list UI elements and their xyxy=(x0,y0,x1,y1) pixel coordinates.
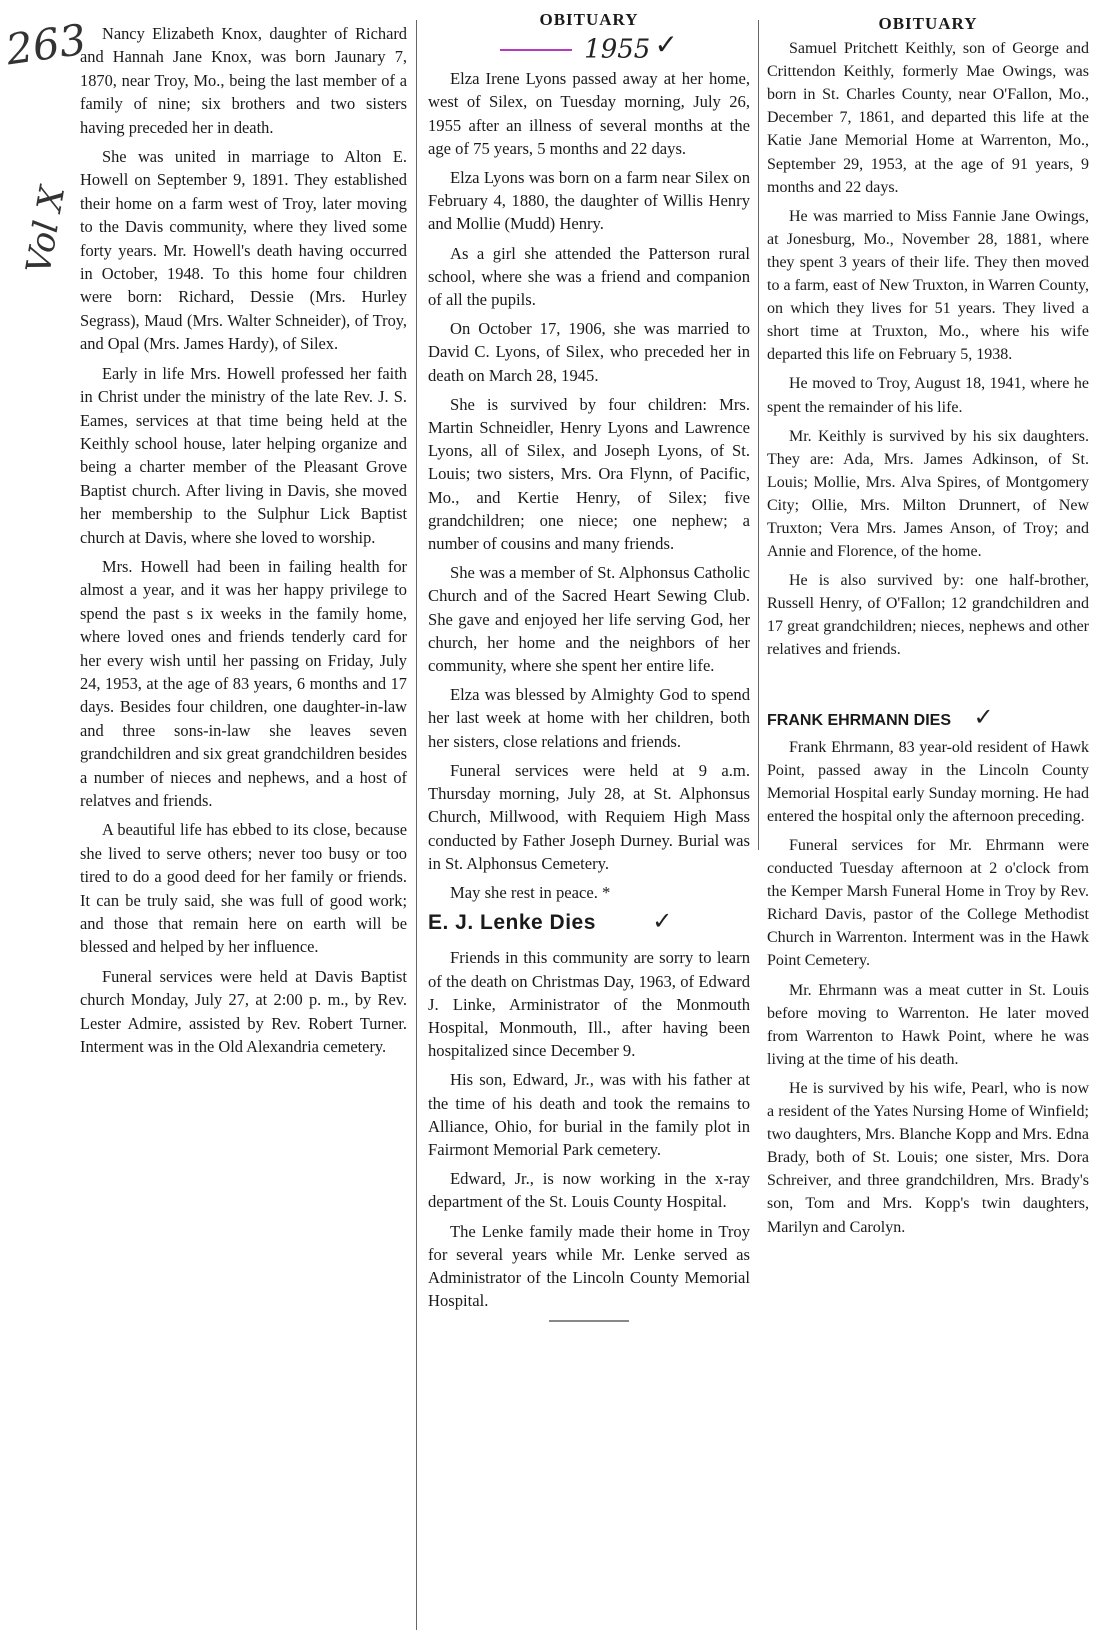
keithly-paragraph: He is also survived by: one half-brother, Russell Henry, of O'Fallon; 12 grandchildren and 17 great grandchildren; nieces, nephews and other relatives and friends. xyxy=(767,572,1089,659)
keithly-obituary-column xyxy=(767,12,1089,1245)
handwritten-year: 1955 xyxy=(584,34,651,65)
obituary-heading: OBITUARY xyxy=(539,10,639,29)
lyons-paragraph: Funeral services were held at 9 a.m. Thursday morning, July 28, at St. Alphonsus Church, Millwood, with Requiem High Mass conducted by Father Joseph Durney. Burial was in St. Alphonsus Cemetery. xyxy=(428,760,750,873)
underline-rule xyxy=(500,49,572,51)
handwritten-volume-mark: Vol X xyxy=(18,183,74,277)
lenke-heading-text: E. J. Lenke Dies xyxy=(428,911,596,935)
end-rule xyxy=(549,1320,629,1322)
keithly-paragraph: Mr. Keithly is survived by his six daughters. They are: Ada, Mrs. James Adkinson, of St. Louis; Mollie, Mrs. Alva Spires, of Montgomery City; Ollie, Mrs. Milton Drunnert, of New Truxton; Vera Mrs. James Anson, of Troy; and Annie and Florence, of the home. xyxy=(767,427,1089,561)
howell-paragraph: Early in life Mrs. Howell professed her faith in Christ under the ministry of the late Rev. J. S. Eames, services at that time being held at the Keithly school house, later helping organize and being a charter member of the Pleasant Grove Baptist church. After living in Davis, she moved her membership to the Sulphur Lick Baptist church at Davis, where she loved to worship. xyxy=(80,363,407,547)
howell-obituary-column xyxy=(80,22,407,1064)
checkmark-icon: ✓ xyxy=(654,28,678,62)
howell-paragraph: Funeral services were held at Davis Baptist church Monday, July 27, at 2:00 p. m., by Rev. Lester Admire, assisted by Rev. Robert Turner. Interment was in the Old Alexandria cemetery. xyxy=(80,966,407,1057)
lyons-obituary-column xyxy=(428,8,750,1322)
lyons-paragraph: Elza Irene Lyons passed away at her home, west of Silex, on Tuesday morning, July 26, 1955 after an illness of several months at the age of 75 years, 5 months and 22 days. xyxy=(428,69,750,158)
checkmark-icon: ✓ xyxy=(652,907,673,936)
handwritten-page-number: 263 xyxy=(2,14,90,75)
lyons-paragraph: May she rest in peace. * xyxy=(450,882,611,902)
howell-paragraph: Nancy Elizabeth Knox, daughter of Richard and Hannah Jane Knox, was born Jaunary 7, 1870, near Troy, Mo., being the last member of a family of nine; six brothers and two sisters having preceded her in death. xyxy=(80,24,407,137)
keithly-paragraph: Samuel Pritchett Keithly, son of George and Crittendon Keithly, formerly Mae Owings, was born in St. Charles County, near O'Fallon, Mo., December 7, 1861, and departed this life at the Katie Jane Memorial Home at Warrenton, Mo., September 29, 1953, at the age of 91 years, 9 months and 22 days. xyxy=(767,40,1089,196)
ehrmann-paragraph: Mr. Ehrmann was a meat cutter in St. Louis before moving to Warrenton. He later moved from Warrenton to Hawk Point, where he was living at the time of his death. xyxy=(767,981,1089,1068)
year-annotation xyxy=(428,28,750,67)
column-rule-left xyxy=(416,20,417,1630)
keithly-paragraph: He was married to Miss Fannie Jane Owings, at Jonesburg, Mo., November 28, 1881, where they spent 3 years of their life. They then moved to a farm, east of New Truxton, in Warren County, on which they lives for 51 years. They lived a short time at Truxton, Mo., where his wife departed this life on February 5, 1938. xyxy=(767,207,1089,364)
ehrmann-paragraph: Frank Ehrmann, 83 year-old resident of Hawk Point, passed away in the Lincoln County Memorial Hospital early Sunday morning. He had entered the hospital only the afternoon preceding. xyxy=(767,738,1089,825)
obituary-heading: OBITUARY xyxy=(878,14,978,33)
spacer xyxy=(767,668,1089,696)
keithly-paragraph: He moved to Troy, August 18, 1941, where he spent the remainder of his life. xyxy=(767,375,1089,416)
lyons-paragraph: Elza was blessed by Almighty God to spend her last week at home with her children, both her sisters, close relations and friends. xyxy=(428,685,750,751)
lenke-paragraph: The Lenke family made their home in Troy for several years while Mr. Lenke served as Administrator of the Lincoln County Memorial Hospital. xyxy=(428,1221,750,1311)
howell-paragraph: She was united in marriage to Alton E. Howell on September 9, 1891. They established their home on a farm west of Troy, later moving to the Davis community, where they lived some forty years. Mr. Howell's death having occurred in October, 1948. To this home four children were born: Richard, Dessie (Mrs. Hurley Segrass), Maud (Mrs. Walter Schneider), of Troy, and Opal (Mrs. James Hardy), of Silex. xyxy=(80,147,407,354)
ehrmann-paragraph: He is survived by his wife, Pearl, who is now a resident of the Yates Nursing Home of Winfield; two daughters, Mrs. Blanche Kopp and Mrs. Edna Brady, both of St. Louis; one sister, Mrs. Dora Schreiver, and three grandchildren, Mrs. Brady's son, Tom and Mrs. Kopp's twin daughters, Marilyn and Carolyn. xyxy=(767,1079,1089,1236)
lyons-paragraph: She was a member of St. Alphonsus Catholic Church and of the Sacred Heart Sewing Club. She gave and enjoyed her life serving God, her church, her home and the neighbors of her community, where she spent her entire life. xyxy=(428,563,750,676)
checkmark-icon: ✓ xyxy=(973,702,994,731)
lenke-heading xyxy=(428,907,750,936)
ehrmann-heading xyxy=(767,702,1089,732)
lenke-paragraph: Friends in this community are sorry to learn of the death on Christmas Day, 1963, of Edward J. Linke, Arministrator of the Monmouth Hospital, Monmouth, Ill., after having been hospitalized since December 9. xyxy=(428,948,750,1061)
column-rule-right xyxy=(758,20,759,850)
lyons-paragraph: On October 17, 1906, she was married to David C. Lyons, of Silex, who preceded her in death on March 28, 1945. xyxy=(428,319,750,385)
lyons-paragraph: Elza Lyons was born on a farm near Silex on February 4, 1880, the daughter of Willis Henry and Mollie (Mudd) Henry. xyxy=(428,168,750,234)
ehrmann-paragraph: Funeral services for Mr. Ehrmann were conducted Tuesday afternoon at 2 o'clock from the Kemper Marsh Funeral Home in Troy by Rev. Richard Davis, pastor of the College Methodist Church in Warrenton. Interment was in the Hawk Point Cemetery. xyxy=(767,837,1089,970)
howell-paragraph: A beautiful life has ebbed to its close, because she lived to serve others; never too busy or too tired to do a good deed for her family or friends. It can be truly said, she was full of good work; and those that remain here on earth will be blessed and helped by her influence. xyxy=(80,820,407,957)
lenke-paragraph: Edward, Jr., is now working in the x-ray department of the St. Louis County Hospital. xyxy=(428,1169,750,1212)
lyons-paragraph: She is survived by four children: Mrs. Martin Schneidler, Henry Lyons and Lawrence Lyons, all of Silex, and Joseph Lyons, of St. Louis; two sisters, Mrs. Ora Flynn, of Pacific, Mo., and Kertie Henry, of Silex; five grandchildren; one niece; one nephew; a number of cousins and many friends. xyxy=(428,394,750,554)
ehrmann-heading-text: FRANK EHRMANN DIES xyxy=(767,711,951,729)
howell-paragraph: Mrs. Howell had been in failing health for almost a year, and it was her happy privilege to spend the past s ix weeks in the family home, where loved ones and friends tenderly card for her every wish until her passing on Friday, July 24, 1953, at the age of 83 years, 6 months and 17 days. Besides four children, one daughter-in-law and three sons-in-law she leaves seven grandchildren and six great grandchildren besides a number of nieces and nephews, and a host of relatves and friends. xyxy=(80,556,407,810)
lenke-paragraph: His son, Edward, Jr., was with his father at the time of his death and took the remains to Alliance, Ohio, for burial in the family plot in Fairmont Memorial Park cemetery. xyxy=(428,1070,750,1159)
lyons-paragraph: As a girl she attended the Patterson rural school, where she was a friend and companion of all the pupils. xyxy=(428,243,750,310)
